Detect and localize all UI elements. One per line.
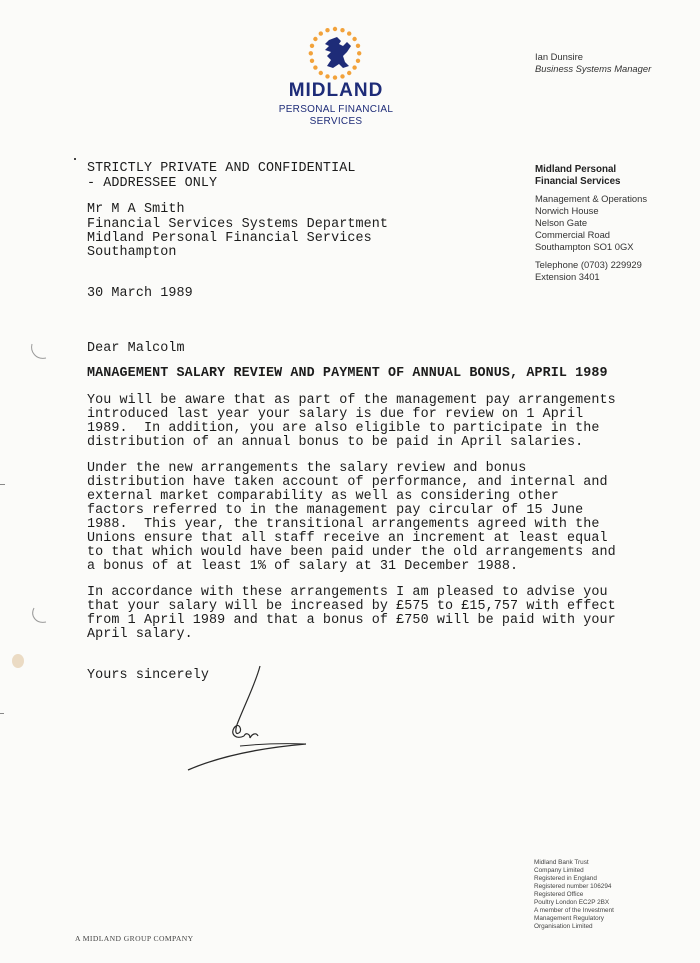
paragraph2-line: 1988. This year, the transitional arrangements agreed with the: [87, 517, 600, 532]
paragraph2-line: distribution have taken account of performance, and internal and: [87, 475, 608, 490]
stain-mark: [12, 654, 24, 668]
recipient-line: Financial Services Systems Department: [87, 217, 389, 232]
company-address-line: Southampton SO1 0GX: [535, 241, 634, 252]
fold-mark: [0, 713, 4, 714]
salutation: Dear Malcolm: [87, 341, 185, 356]
confidential-line1: STRICTLY PRIVATE AND CONFIDENTIAL: [87, 161, 356, 176]
registration-line: Registered number 106294: [534, 883, 612, 890]
recipient-line: Southampton: [87, 245, 177, 260]
paragraph3-line: that your salary will be increased by £575 to £15,757 with effect: [87, 599, 616, 614]
registration-line: Registered Office: [534, 891, 584, 898]
closing: Yours sincerely: [87, 668, 210, 683]
logo-subtitle-line1: PERSONAL FINANCIAL: [278, 104, 394, 115]
company-address-line: Management & Operations: [535, 193, 648, 204]
group-company-footer: A MIDLAND GROUP COMPANY: [75, 934, 194, 943]
logo-subtitle-line2: SERVICES: [309, 116, 363, 127]
paragraph2-line: factors referred to in the management pay circular of 15 June: [87, 503, 584, 518]
registration-line: Company Limited: [534, 867, 584, 874]
registration-line: Poultry London EC2P 2BX: [534, 899, 610, 906]
registration-line: Registered in England: [534, 875, 597, 882]
fold-mark: [0, 484, 5, 485]
recipient-line: Midland Personal Financial Services: [87, 231, 372, 246]
paragraph2-line: Under the new arrangements the salary review and bonus: [87, 461, 527, 476]
sender-title: Business Systems Manager: [535, 63, 652, 74]
punch-hole-mark: [28, 604, 52, 628]
paragraph2-line: to that which would have been paid under the old arrangements and: [87, 545, 616, 560]
handwritten-signature: [180, 660, 320, 775]
company-name-line1: Midland Personal: [535, 164, 617, 175]
punch-hole-mark: [28, 340, 52, 364]
subject-line: MANAGEMENT SALARY REVIEW AND PAYMENT OF ANNUAL BONUS, APRIL 1989: [87, 366, 608, 381]
company-telephone: Telephone (0703) 229929: [535, 259, 642, 270]
midland-griffin-logo: [307, 26, 363, 82]
paragraph3-line: In accordance with these arrangements I am pleased to advise you: [87, 585, 608, 600]
logo-wordmark: MIDLAND: [288, 80, 384, 101]
registration-line: Management Regulatory: [534, 915, 604, 922]
paragraph2-line: a bonus of at least 1% of salary at 31 December 1988.: [87, 559, 519, 574]
registration-line: A member of the Investment: [534, 907, 614, 914]
paragraph1-line: 1989. In addition, you are also eligible to participate in the: [87, 421, 600, 436]
registration-line: Midland Bank Trust: [534, 859, 589, 866]
company-extension: Extension 3401: [535, 271, 600, 282]
paragraph1-line: introduced last year your salary is due for review on 1 April: [87, 407, 584, 422]
paragraph3-line: April salary.: [87, 627, 193, 642]
recipient-line: Mr M A Smith: [87, 202, 185, 217]
company-address-line: Commercial Road: [535, 229, 611, 240]
paragraph1-line: distribution of an annual bonus to be paid in April salaries.: [87, 435, 584, 450]
company-address-line: Nelson Gate: [535, 217, 588, 228]
company-address-line: Norwich House: [535, 205, 599, 216]
registration-line: Organisation Limited: [534, 923, 593, 930]
confidential-line2: - ADDRESSEE ONLY: [87, 176, 218, 191]
letter-date: 30 March 1989: [87, 286, 193, 301]
company-name-line2: Financial Services: [535, 176, 621, 187]
sender-name: Ian Dunsire: [535, 51, 583, 62]
speck: [74, 158, 76, 160]
paragraph2-line: external market comparability as well as considering other: [87, 489, 559, 504]
paragraph2-line: Unions ensure that all staff receive an increment at least equal: [87, 531, 608, 546]
paragraph3-line: from 1 April 1989 and that a bonus of £750 will be paid with your: [87, 613, 616, 628]
paragraph1-line: You will be aware that as part of the management pay arrangements: [87, 393, 616, 408]
